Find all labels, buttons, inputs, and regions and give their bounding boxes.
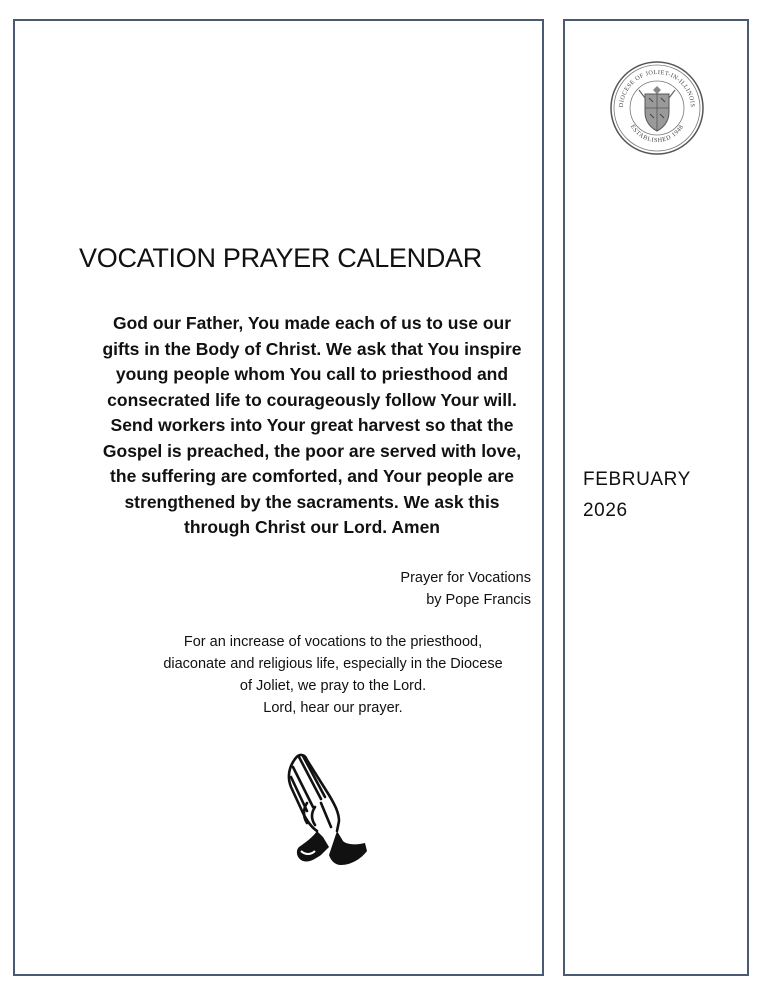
prayer-line: gifts in the Body of Christ. We ask that You inspire [102,338,522,359]
intention-line: Lord, hear our prayer. [263,700,403,716]
prayer-attribution [295,567,531,611]
prayer-intention [118,631,548,719]
prayer-line: consecrated life to courageously follow Your will. [107,389,517,410]
prayer-line: through Christ our Lord. Amen [184,517,440,537]
attribution-title: Prayer for Vocations [400,570,531,586]
prayer-line: the suffering are comforted, and Your people are [110,466,514,486]
praying-hands-icon [277,747,377,873]
attribution-author: by Pope Francis [426,592,531,608]
prayer-line: God our Father, You made each of us to use our [112,313,512,333]
page-title: VOCATION PRAYER CALENDAR [79,243,482,273]
month-label: FEBRUARY [583,469,691,490]
prayer-line: Gospel is preached, the poor are served with love, [102,440,522,461]
prayer-line: Send workers into Your great harvest so that the [110,415,514,435]
diocese-seal-icon [609,60,705,156]
intention-line: of Joliet, we pray to the Lord. [239,678,427,694]
vocation-prayer [97,311,527,541]
intention-line: diaconate and religious life, especially in the Diocese [163,656,503,672]
prayer-line: young people whom You call to priesthood and [115,364,509,384]
intention-line: For an increase of vocations to the priesthood, [183,634,483,650]
main-panel [13,19,544,976]
prayer-line: strengthened by the sacraments. We ask this [124,491,500,512]
seal-text-bottom: ESTABLISHED 1948 [628,123,686,145]
year-label: 2026 [583,500,628,521]
calendar-month [583,464,691,526]
seal-text-top: DIOCESE OF JOLIET-IN-ILLINOIS [617,68,697,108]
